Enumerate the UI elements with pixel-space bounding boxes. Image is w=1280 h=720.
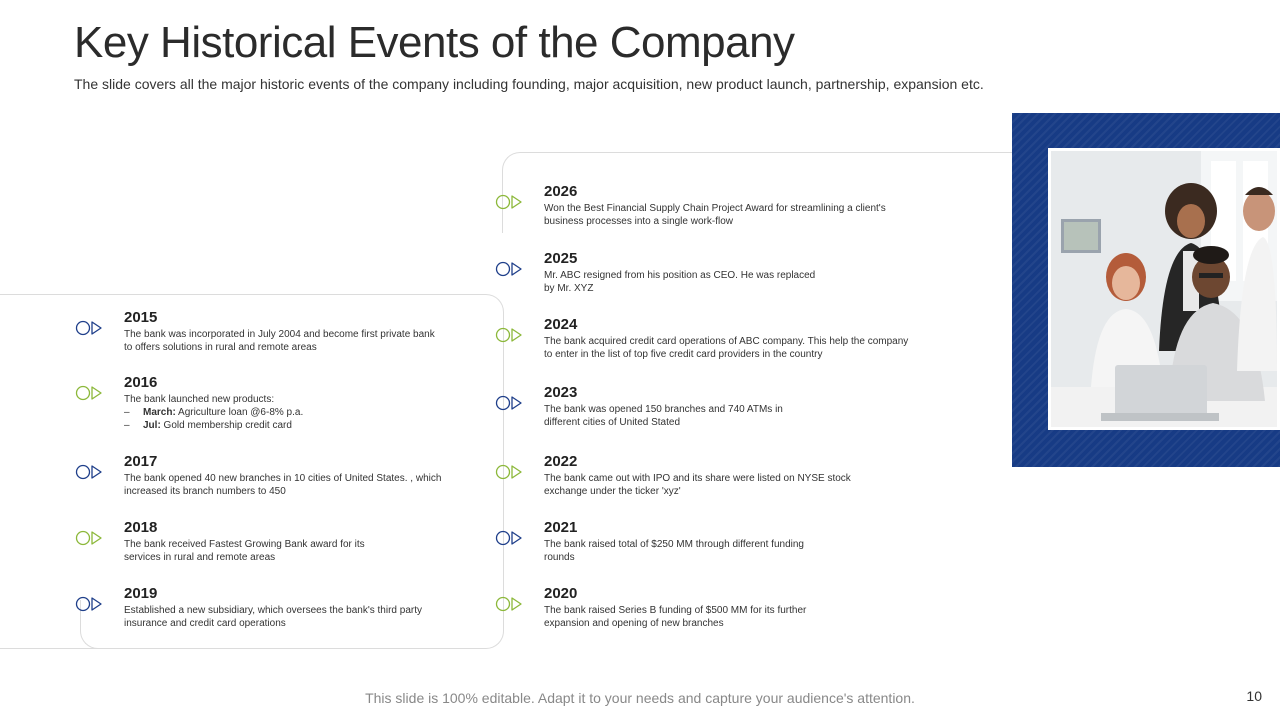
- event-description: [544, 335, 964, 361]
- bullet-dash: –: [124, 407, 130, 418]
- event-description: [544, 472, 964, 498]
- event-description-line: The bank was opened 150 branches and 740 ATMs in: [544, 404, 783, 415]
- event-description: [124, 538, 494, 564]
- event-description-line: to enter in the list of top five credit card providers in the country: [544, 349, 823, 360]
- blue-arrow-marker-icon: [74, 596, 104, 612]
- blue-arrow-marker-icon: [494, 395, 524, 411]
- bullet-label: Jul:: [143, 420, 161, 431]
- event-year: 2022: [544, 453, 578, 470]
- bullet-text: Agriculture loan @6-8% p.a.: [175, 407, 304, 418]
- event-description-line: rounds: [544, 552, 575, 563]
- team-photo-illustration: [1051, 151, 1277, 427]
- event-year: 2021: [544, 519, 578, 536]
- green-arrow-marker-icon: [494, 464, 524, 480]
- blue-arrow-marker-icon: [74, 320, 104, 336]
- event-description: [544, 538, 964, 564]
- event-description-line: The bank received Fastest Growing Bank award for its: [124, 539, 365, 550]
- blue-arrow-marker-icon: [74, 464, 104, 480]
- event-bullet: [124, 419, 494, 432]
- footer-note: This slide is 100% editable. Adapt it to your needs and capture your audience's attention.: [365, 690, 915, 706]
- slide-subtitle: The slide covers all the major historic events of the company including founding, major acquisition, new product launch, partnership, expansion etc.: [74, 76, 984, 92]
- green-arrow-marker-icon: [494, 327, 524, 343]
- event-description: [124, 472, 494, 498]
- blue-arrow-marker-icon: [494, 530, 524, 546]
- event-description-line: The bank launched new products:: [124, 394, 275, 405]
- event-description-line: exchange under the ticker 'xyz': [544, 486, 681, 497]
- event-description-line: business processes into a single work-flow: [544, 216, 733, 227]
- event-description: [544, 403, 964, 429]
- event-year: 2024: [544, 316, 578, 333]
- event-year: 2020: [544, 585, 578, 602]
- event-year: 2017: [124, 453, 158, 470]
- event-description: [544, 269, 964, 295]
- event-year: 2018: [124, 519, 158, 536]
- green-arrow-marker-icon: [494, 194, 524, 210]
- slide-title: Key Historical Events of the Company: [74, 18, 795, 67]
- team-meeting-photo: [1048, 148, 1280, 430]
- event-description-line: services in rural and remote areas: [124, 552, 276, 563]
- event-description-line: by Mr. XYZ: [544, 283, 594, 294]
- event-description-line: increased its branch numbers to 450: [124, 486, 286, 497]
- event-year: 2015: [124, 309, 158, 326]
- event-description-line: The bank was incorporated in July 2004 and become first private bank: [124, 329, 435, 340]
- page-number: 10: [1246, 688, 1262, 704]
- green-arrow-marker-icon: [494, 596, 524, 612]
- bullet-label: March:: [143, 407, 176, 418]
- bullet-dash: –: [124, 420, 130, 431]
- event-year: 2025: [544, 250, 578, 267]
- event-description-line: The bank raised total of $250 MM through different funding: [544, 539, 804, 550]
- event-year: 2016: [124, 374, 158, 391]
- event-bullet: [124, 406, 494, 419]
- event-description-line: different cities of United Stated: [544, 417, 681, 428]
- event-description-line: The bank acquired credit card operations of ABC company. This help the company: [544, 336, 909, 347]
- bullet-text: Gold membership credit card: [160, 420, 292, 431]
- event-description-line: expansion and opening of new branches: [544, 618, 724, 629]
- event-year: 2023: [544, 384, 578, 401]
- event-description: [124, 328, 494, 354]
- event-description-line: Mr. ABC resigned from his position as CEO. He was replaced: [544, 270, 816, 281]
- event-description-line: Established a new subsidiary, which oversees the bank's third party: [124, 605, 422, 616]
- event-description-line: to offers solutions in rural and remote areas: [124, 342, 317, 353]
- event-description-line: Won the Best Financial Supply Chain Project Award for streamlining a client's: [544, 203, 886, 214]
- event-description-line: The bank raised Series B funding of $500 MM for its further: [544, 605, 807, 616]
- green-arrow-marker-icon: [74, 385, 104, 401]
- blue-arrow-marker-icon: [494, 261, 524, 277]
- event-description: [544, 202, 964, 228]
- event-year: 2019: [124, 585, 158, 602]
- event-description: [544, 604, 964, 630]
- event-description-line: The bank came out with IPO and its share were listed on NYSE stock: [544, 473, 851, 484]
- event-description: [124, 393, 494, 432]
- event-year: 2026: [544, 183, 578, 200]
- event-description: [124, 604, 494, 630]
- event-description-line: The bank opened 40 new branches in 10 cities of United States. , which: [124, 473, 442, 484]
- green-arrow-marker-icon: [74, 530, 104, 546]
- event-description-line: insurance and credit card operations: [124, 618, 286, 629]
